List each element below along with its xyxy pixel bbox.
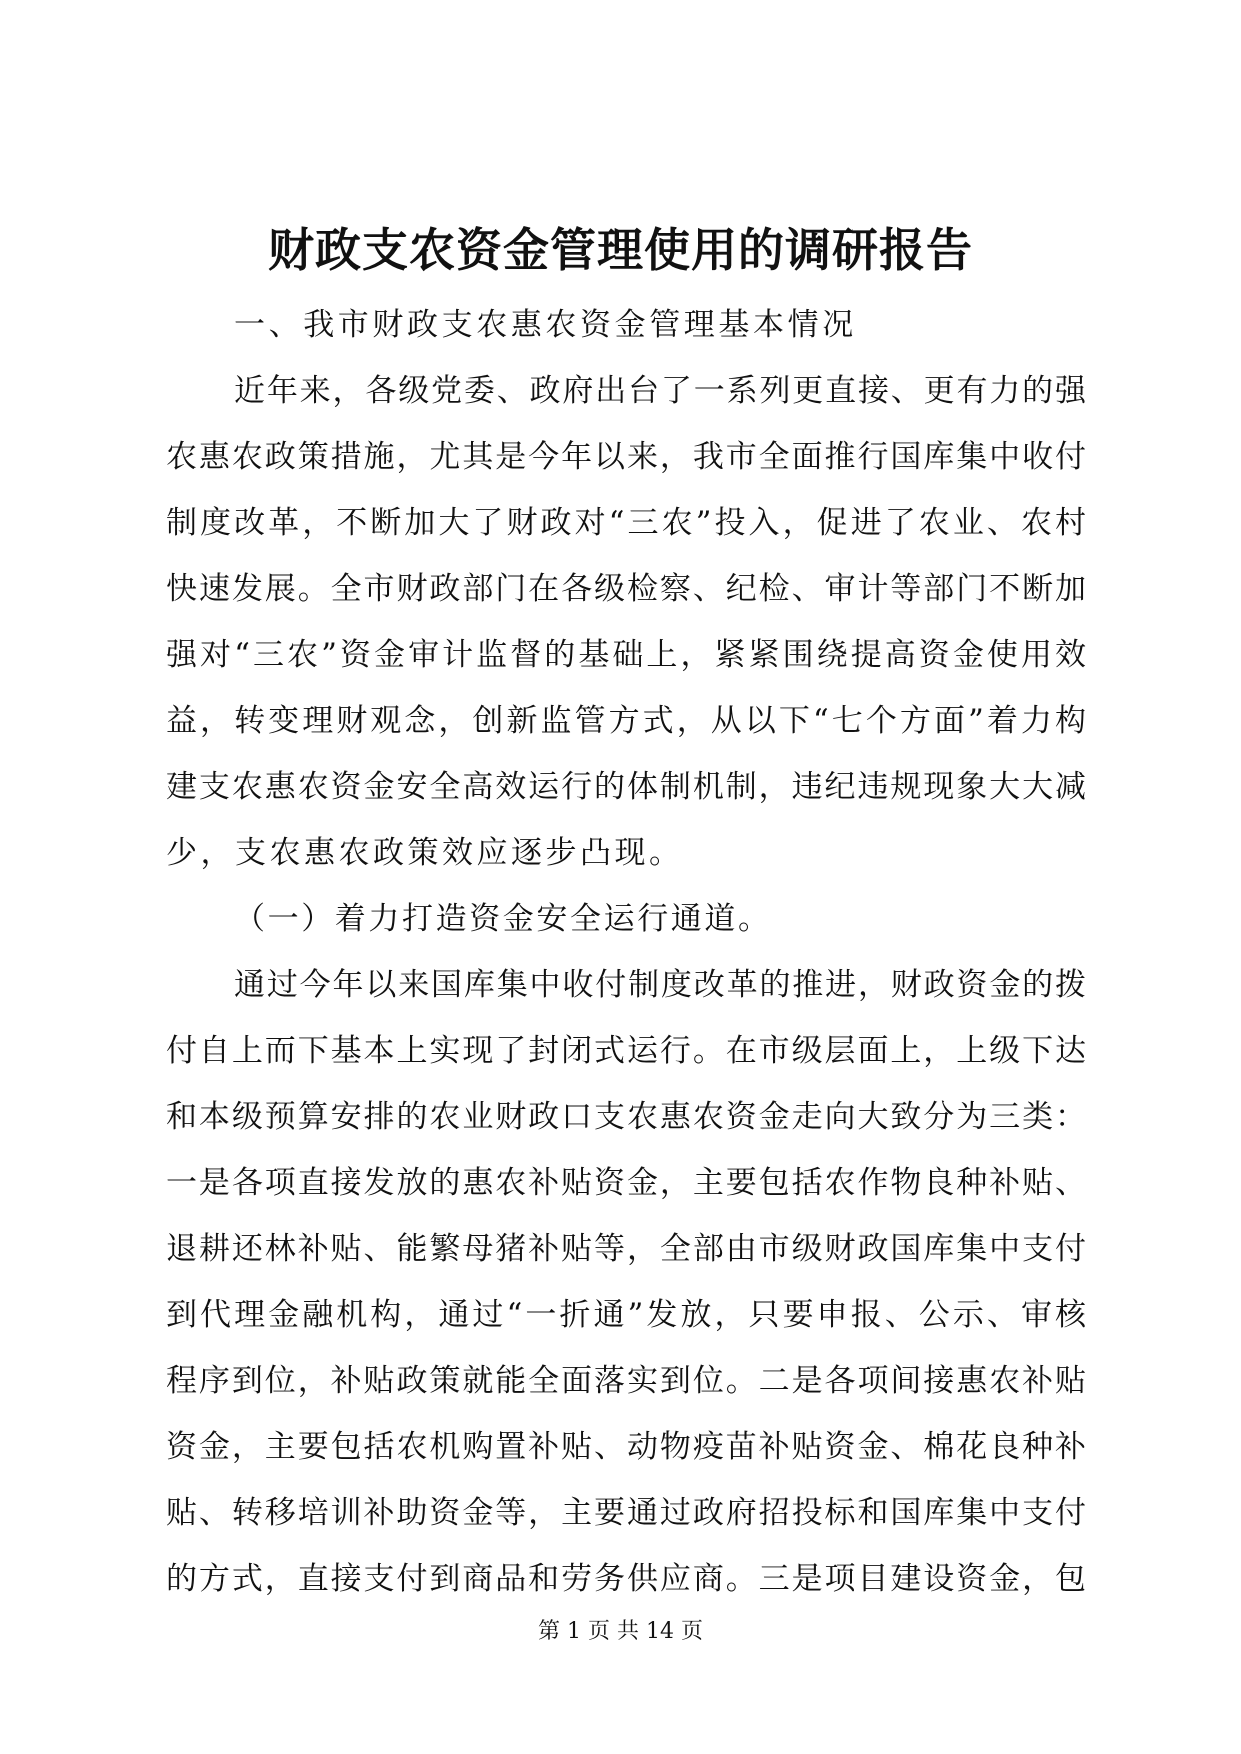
body-line: 建支农惠农资金安全高效运行的体制机制，违纪违规现象大大减 bbox=[166, 769, 1086, 805]
paragraph-first-line: 通过今年以来国库集中收付制度改革的推进，财政资金的拨 bbox=[234, 967, 1086, 1003]
body-line: 农惠农政策措施，尤其是今年以来，我市全面推行国库集中收付 bbox=[166, 439, 1086, 475]
body-line: 退耕还林补贴、能繁母猪补贴等，全部由市级财政国库集中支付 bbox=[166, 1231, 1086, 1267]
body-line: 快速发展。全市财政部门在各级检察、纪检、审计等部门不断加 bbox=[166, 571, 1086, 607]
body-line: 付自上而下基本上实现了封闭式运行。在市级层面上，上级下达 bbox=[166, 1033, 1086, 1069]
subsection-heading: （一）着力打造资金安全运行通道。 bbox=[234, 901, 772, 937]
body-line: 一是各项直接发放的惠农补贴资金，主要包括农作物良种补贴、 bbox=[166, 1165, 1086, 1201]
body-line: 益，转变理财观念，创新监管方式，从以下“七个方面”着力构 bbox=[166, 703, 1086, 739]
document-body bbox=[166, 292, 1086, 1612]
body-line: 到代理金融机构，通过“一折通”发放，只要申报、公示、审核 bbox=[166, 1297, 1086, 1333]
body-line: 程序到位，补贴政策就能全面落实到位。二是各项间接惠农补贴 bbox=[166, 1363, 1086, 1399]
paragraph-last-line: 少，支农惠农政策效应逐步凸现。 bbox=[166, 835, 684, 871]
body-line: 制度改革，不断加大了财政对“三农”投入，促进了农业、农村 bbox=[166, 505, 1086, 541]
body-line: 强对“三农”资金审计监督的基础上，紧紧围绕提高资金使用效 bbox=[166, 637, 1086, 673]
body-line: 资金，主要包括农机购置补贴、动物疫苗补贴资金、棉花良种补 bbox=[166, 1429, 1086, 1465]
body-line: 和本级预算安排的农业财政口支农惠农资金走向大致分为三类： bbox=[166, 1099, 1086, 1135]
document-title: 财政支农资金管理使用的调研报告 bbox=[268, 223, 973, 277]
page-footer: 第 1 页 共 14 页 bbox=[538, 1619, 703, 1644]
body-line: 贴、转移培训补助资金等，主要通过政府招投标和国库集中支付 bbox=[166, 1495, 1086, 1531]
section-heading: 一、我市财政支农惠农资金管理基本情况 bbox=[234, 307, 857, 343]
paragraph-first-line: 近年来，各级党委、政府出台了一系列更直接、更有力的强 bbox=[234, 373, 1086, 409]
body-line: 的方式，直接支付到商品和劳务供应商。三是项目建设资金，包 bbox=[166, 1561, 1086, 1597]
